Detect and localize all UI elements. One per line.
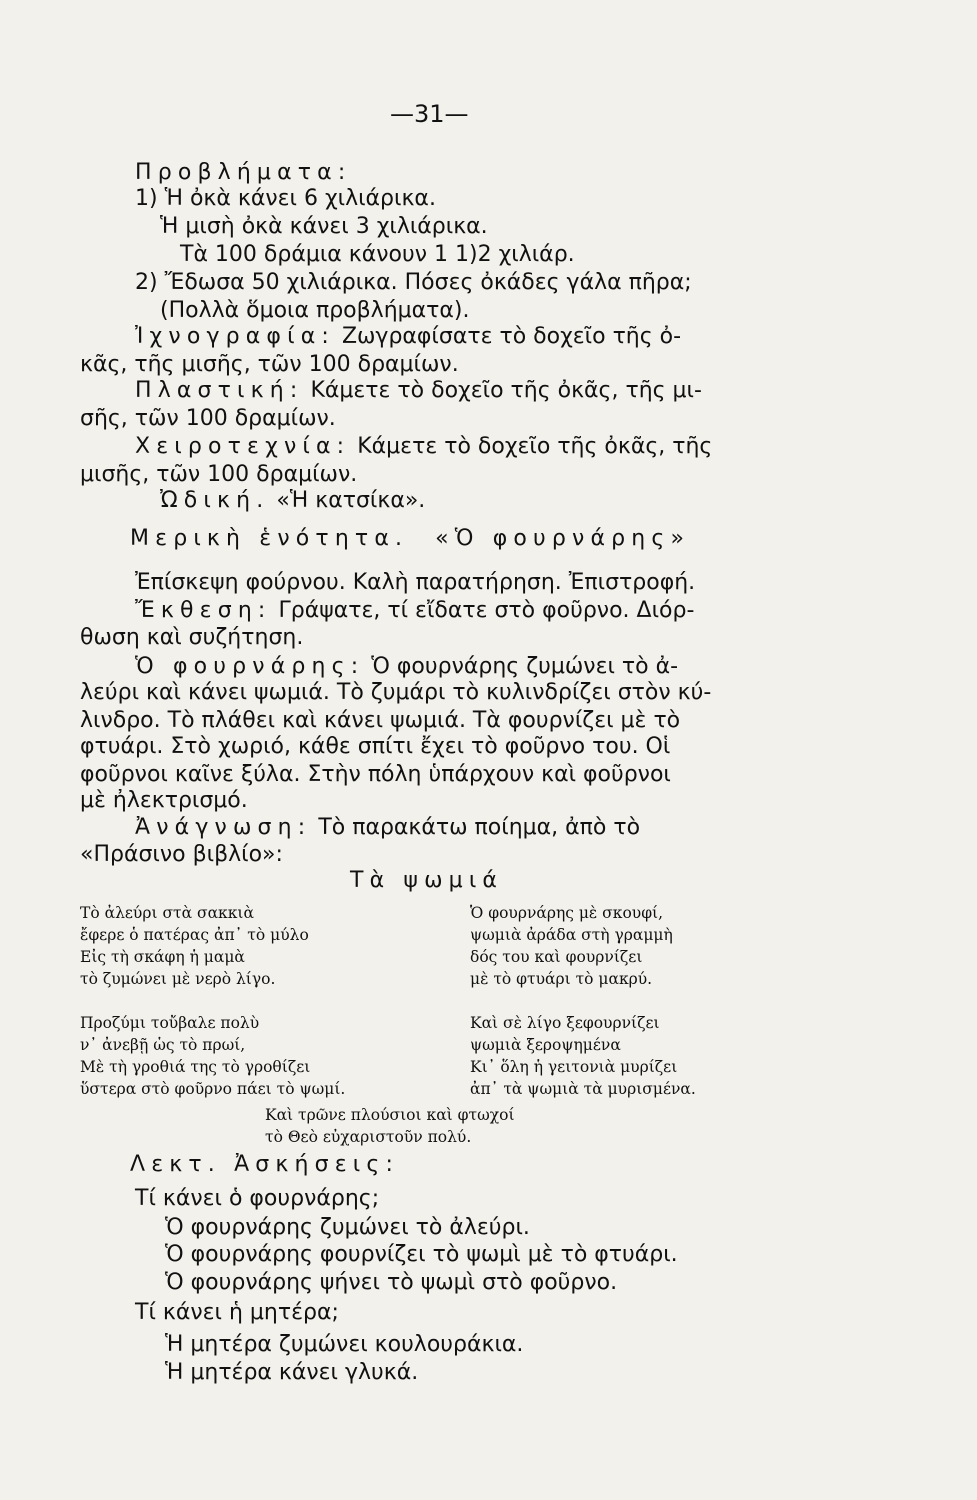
plastiki-line [135,378,702,404]
problem-line: Τὰ 100 δράμια κάνουν 1 1)2 χιλιάρ. [180,242,575,267]
ekthesi-text: Γράψατε, τί εἴδατε στὸ φοῦρνο. Διόρ- [278,598,695,623]
problem-line: 1) Ἡ ὀκὰ κάνει 6 χιλιάρικα. [135,186,436,211]
poem-line: ψωμιὰ ξεροψημένα [470,1036,621,1054]
poem-line: Εἰς τὴ σκάφη ἡ μαμὰ [80,948,245,966]
baker-label: Ὁ φουρνάρης: [135,654,365,679]
exercise-question: Τί κάνει ἡ μητέρα; [135,1300,339,1325]
poem-closing-line: Καὶ τρῶνε πλούσιοι καὶ φτωχοί [265,1106,515,1124]
odiki-label: Ὠδική. [160,488,270,513]
baker-line: φτυάρι. Στὸ χωριό, κάθε σπίτι ἔχει τὸ φοῦρνο του. Οἱ [80,734,671,759]
baker-line: μὲ ἠλεκτρισμό. [80,788,248,813]
exercise-answer: Ὁ φουρνάρης ψήνει τὸ ψωμὶ στὸ φοῦρνο. [165,1270,618,1295]
ekthesi-label: Ἔκθεση: [135,598,272,623]
exercise-answer: Ὁ φουρνάρης φουρνίζει τὸ ψωμὶ μὲ τὸ φτυάρι. [165,1242,678,1267]
baker-line: λεύρι καὶ κάνει ψωμιά. Τὸ ζυμάρι τὸ κυλινδρίζει στὸν κύ- [80,680,712,705]
poem-title: Τὰ ψωμιά [350,868,504,893]
poem-line: ἔφερε ὁ πατέρας ἀπ᾽ τὸ μύλο [80,926,309,944]
exercise-question: Τί κάνει ὁ φουρνάρης; [135,1186,380,1211]
poem-line: ὕστερα στὸ φοῦρνο πάει τὸ ψωμί. [80,1080,346,1098]
poem-line: Προζύμι τοὔβαλε πολὺ [80,1014,260,1032]
poem-line: ἀπ᾽ τὰ ψωμιὰ τὰ μυρισμένα. [470,1080,696,1098]
ekthesi-line [135,598,694,624]
exercise-answer: Ἡ μητέρα κάνει γλυκά. [165,1360,419,1385]
poem-line: Καὶ σὲ λίγο ξεφουρνίζει [470,1014,660,1032]
poem-line: μὲ τὸ φτυάρι τὸ μακρύ. [470,970,653,988]
poem-line: Ὁ φουρνάρης μὲ σκουφί, [470,904,664,922]
cheirotechnia-line-2: μισῆς, τῶν 100 δραμίων. [80,462,358,487]
ichnografia-line-2: κᾶς, τῆς μισῆς, τῶν 100 δραμίων. [80,352,459,377]
plastiki-text: Κάμετε τὸ δοχεῖο τῆς ὀκᾶς, τῆς μι- [310,378,702,403]
visit-line: Ἐπίσκεψη φούρνου. Καλὴ παρατήρηση. Ἐπιστροφή. [135,570,696,595]
unit-line [130,526,690,552]
problem-line: 2) Ἔδωσα 50 χιλιάρικα. Πόσες ὀκάδες γάλα πῆρα; [135,270,692,295]
anagnosi-line [135,815,640,841]
cheirotechnia-line [135,434,712,460]
poem-line: Τὸ ἀλεύρι στὰ σακκιὰ [80,904,254,922]
anagnosi-line-2: «Πράσινο βιβλίο»: [80,842,283,867]
problem-line: (Πολλὰ ὅμοια προβλήματα). [160,298,470,323]
plastiki-line-2: σῆς, τῶν 100 δραμίων. [80,406,336,431]
cheirotechnia-label: Χειροτεχνία: [135,434,351,459]
ichnografia-label: Ἰχνογραφία: [135,324,335,349]
anagnosi-text: Τὸ παρακάτω ποίημα, ἀπὸ τὸ [318,815,641,840]
exercises-label: Λεκτ. Ἀσκήσεις: [130,1152,400,1177]
odiki-line [160,488,425,514]
exercise-answer: Ἡ μητέρα ζυμώνει κουλουράκια. [165,1332,524,1357]
poem-closing-line: τὸ Θεὸ εὐχαριστοῦν πολύ. [265,1128,472,1146]
baker-line [135,654,678,680]
poem-line: ψωμιὰ ἀράδα στὴ γραμμὴ [470,926,673,944]
ichnografia-line [135,324,681,350]
baker-text: Ὁ φουρνάρης ζυμώνει τὸ ἀ- [371,654,679,679]
plastiki-label: Πλαστική: [135,378,304,403]
anagnosi-label: Ἀνάγνωση: [135,815,312,840]
poem-line: Μὲ τὴ γροθιά της τὸ γροθίζει [80,1058,311,1076]
cheirotechnia-text: Κάμετε τὸ δοχεῖο τῆς ὀκᾶς, τῆς [357,434,713,459]
ichnografia-text: Ζωγραφίσατε τὸ δοχεῖο τῆς ὀ- [341,324,682,349]
ekthesi-line-2: θωση καὶ συζήτηση. [80,625,304,650]
poem-line: δός του καὶ φουρνίζει [470,948,643,966]
poem-line: τὸ ζυμώνει μὲ νερὸ λίγο. [80,970,276,988]
poem-line: ν᾽ ἀνεβῇ ὡς τὸ πρωί, [80,1036,246,1054]
unit-title: «Ὁ φουρνάρης» [435,526,691,551]
poem-line: Κι᾽ ὅλη ἡ γειτονιὰ μυρίζει [470,1058,678,1076]
odiki-text: «Ἡ κατσίκα». [276,488,426,513]
problem-line: Ἡ μισὴ ὀκὰ κάνει 3 χιλιάρικα. [160,214,488,239]
page-number: —31— [390,100,469,128]
unit-label: Μερικὴ ἑνότητα. [130,526,409,551]
exercise-answer: Ὁ φουρνάρης ζυμώνει τὸ ἀλεύρι. [165,1215,530,1240]
problems-heading: Προβλήματα: [135,160,352,185]
baker-line: φοῦρνοι καῖνε ξύλα. Στὴν πόλη ὑπάρχουν καὶ φοῦρνοι [80,762,671,787]
baker-line: λινδρο. Τὸ πλάθει καὶ κάνει ψωμιά. Τὰ φουρνίζει μὲ τὸ [80,708,681,733]
